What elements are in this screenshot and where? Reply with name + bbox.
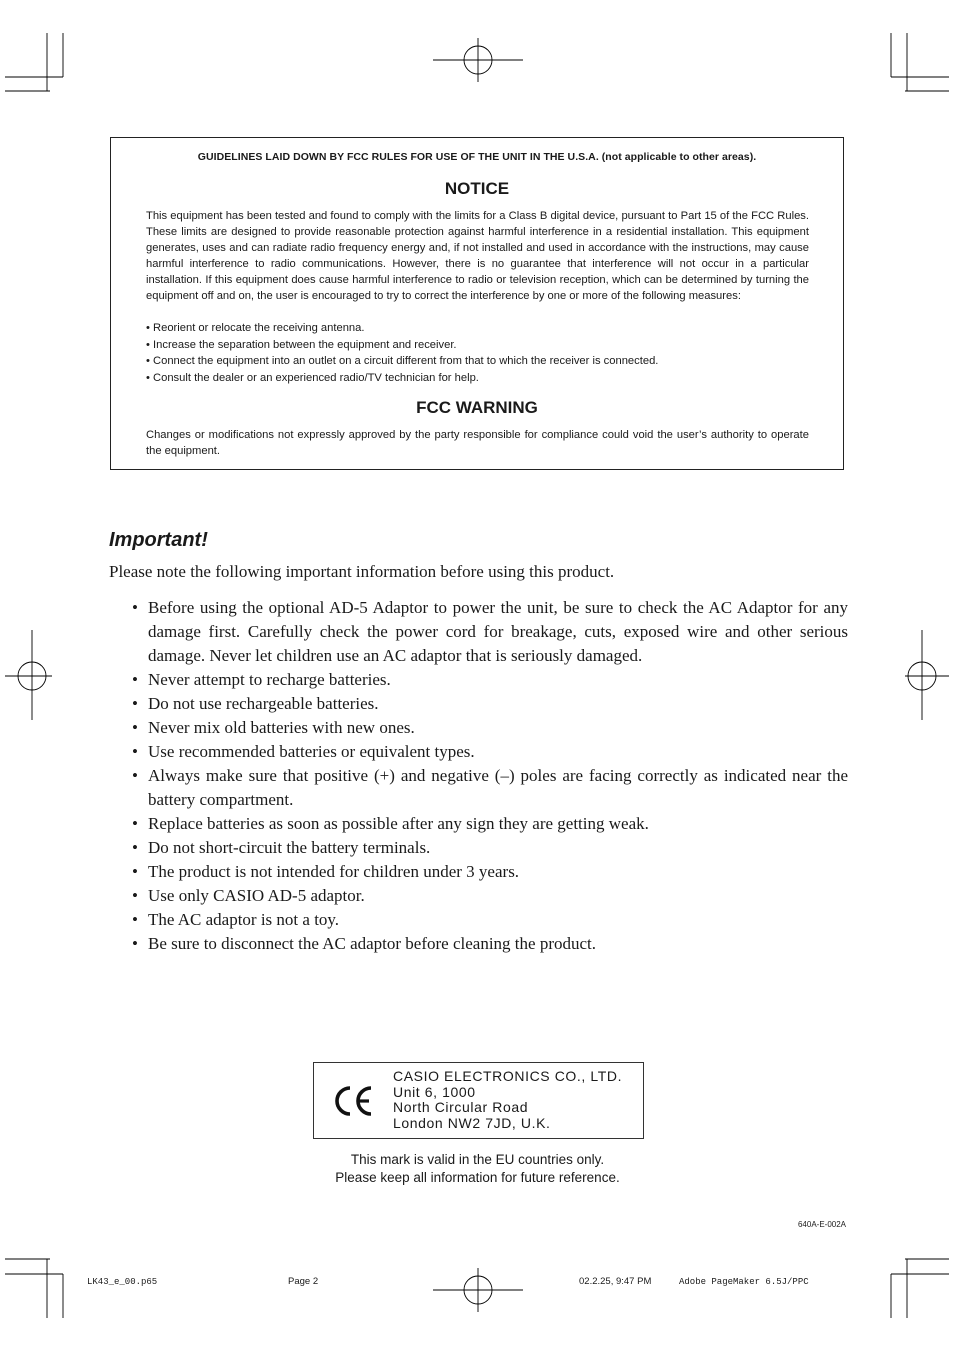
list-item-text: Before using the optional AD-5 Adaptor to power the unit, be sure to check the AC Adaptor for any damage first. Carefully check the power cord for breakage, cuts, exposed wire and other serious damage. Never let children use an AC adaptor that is seriously damaged. (148, 598, 848, 665)
fcc-measures-list (146, 320, 809, 386)
bullet-icon: • (132, 838, 138, 857)
fcc-warning-title: FCC WARNING (416, 398, 538, 417)
list-item-text: Replace batteries as soon as possible after any sign they are getting weak. (148, 814, 649, 833)
footer-app: Adobe PageMaker 6.5J/PPC (679, 1277, 809, 1287)
bullet-icon: • (132, 862, 138, 881)
eu-note (200, 1151, 755, 1187)
ce-address (393, 1069, 622, 1131)
list-item-text: The product is not intended for children under 3 years. (148, 862, 520, 881)
note-line: Please keep all information for future reference. (335, 1170, 620, 1185)
bullet-icon: • (132, 766, 138, 785)
address-line: Unit 6, 1000 (393, 1083, 476, 1100)
footer-page: Page 2 (288, 1276, 319, 1287)
list-item-text: Do not use rechargeable batteries. (148, 694, 379, 713)
bullet-icon: • (132, 886, 138, 905)
bullet-icon: • (132, 742, 138, 761)
list-item-text: Be sure to disconnect the AC adaptor before cleaning the product. (148, 934, 596, 953)
list-item-text: Do not short-circuit the battery terminals. (148, 838, 431, 857)
list-item (132, 716, 848, 740)
important-title: Important! (109, 529, 208, 551)
important-list (132, 596, 848, 956)
bullet-icon: • (132, 670, 138, 689)
bullet-icon: • (132, 718, 138, 737)
measure-item: • Consult the dealer or an experienced radio/TV technician for help. (146, 371, 479, 384)
notice-paragraph: This equipment has been tested and found to comply with the limits for a Class B digital device, pursuant to Part 15 of the FCC Rules. These limits are designed to provide reasonable protection against harmful interference in a residential installation. This equipment generates, uses and can radiate radio frequency energy and, if not installed and used in accordance with the instructions, may cause harmful interference to radio communications. However, there is no guarantee that interference will not occur in a particular installation. If this equipment does cause harmful interference to radio or television reception, which can be determined by turning the equipment off and on, the user is encouraged to try to correct the interference by one or more of the following measures: (146, 210, 809, 302)
list-item (132, 860, 848, 884)
measure-item: • Reorient or relocate the receiving antenna. (146, 322, 365, 334)
notice-text (146, 208, 809, 304)
list-item (132, 932, 848, 956)
address-line: North Circular Road (393, 1099, 529, 1115)
list-item (132, 692, 848, 716)
footer-filename: LK43_e_00.p65 (87, 1277, 158, 1287)
bullet-icon: • (132, 934, 138, 953)
address-line: CASIO ELECTRONICS CO., LTD. (393, 1068, 623, 1084)
fcc-guidelines-heading: GUIDELINES LAID DOWN BY FCC RULES FOR USE OF THE UNIT IN THE U.S.A. (not applicable to other areas). (197, 151, 757, 163)
measure-item: • Increase the separation between the equipment and receiver. (146, 338, 457, 351)
note-line: This mark is valid in the EU countries only. (350, 1152, 605, 1167)
address-line: London NW2 7JD, U.K. (393, 1114, 551, 1131)
bullet-icon: • (132, 814, 138, 833)
notice-title: NOTICE (444, 179, 510, 198)
fcc-warning-text (146, 427, 809, 459)
warning-paragraph: Changes or modifications not expressly approved by the party responsible for compliance could void the user’s authority to operate the equipment. (146, 429, 809, 457)
footer-date: 02.2.25, 9:47 PM (579, 1276, 652, 1287)
ce-mark-icon (333, 1083, 375, 1119)
list-item-text: Never attempt to recharge batteries. (148, 670, 391, 689)
list-item (132, 812, 848, 836)
list-item-text: Use only CASIO AD-5 adaptor. (148, 886, 365, 905)
list-item-text: The AC adaptor is not a toy. (148, 910, 340, 929)
list-item-text: Use recommended batteries or equivalent types. (148, 742, 475, 761)
important-intro: Please note the following important information before using this product. (109, 562, 615, 581)
list-item-text: Always make sure that positive (+) and negative (–) poles are facing correctly as indicated near the battery compartment. (148, 766, 848, 809)
list-item (132, 908, 848, 932)
list-item (132, 740, 848, 764)
list-item (132, 596, 848, 668)
list-item (132, 764, 848, 812)
list-item (132, 668, 848, 692)
measure-item: • Connect the equipment into an outlet on a circuit different from that to which the receiver is connected. (146, 355, 659, 367)
list-item (132, 884, 848, 908)
document-code: 640A-E-002A (797, 1220, 846, 1229)
bullet-icon: • (132, 694, 138, 713)
bullet-icon: • (132, 910, 138, 929)
list-item (132, 836, 848, 860)
list-item-text: Never mix old batteries with new ones. (148, 718, 415, 737)
bullet-icon: • (132, 598, 138, 617)
